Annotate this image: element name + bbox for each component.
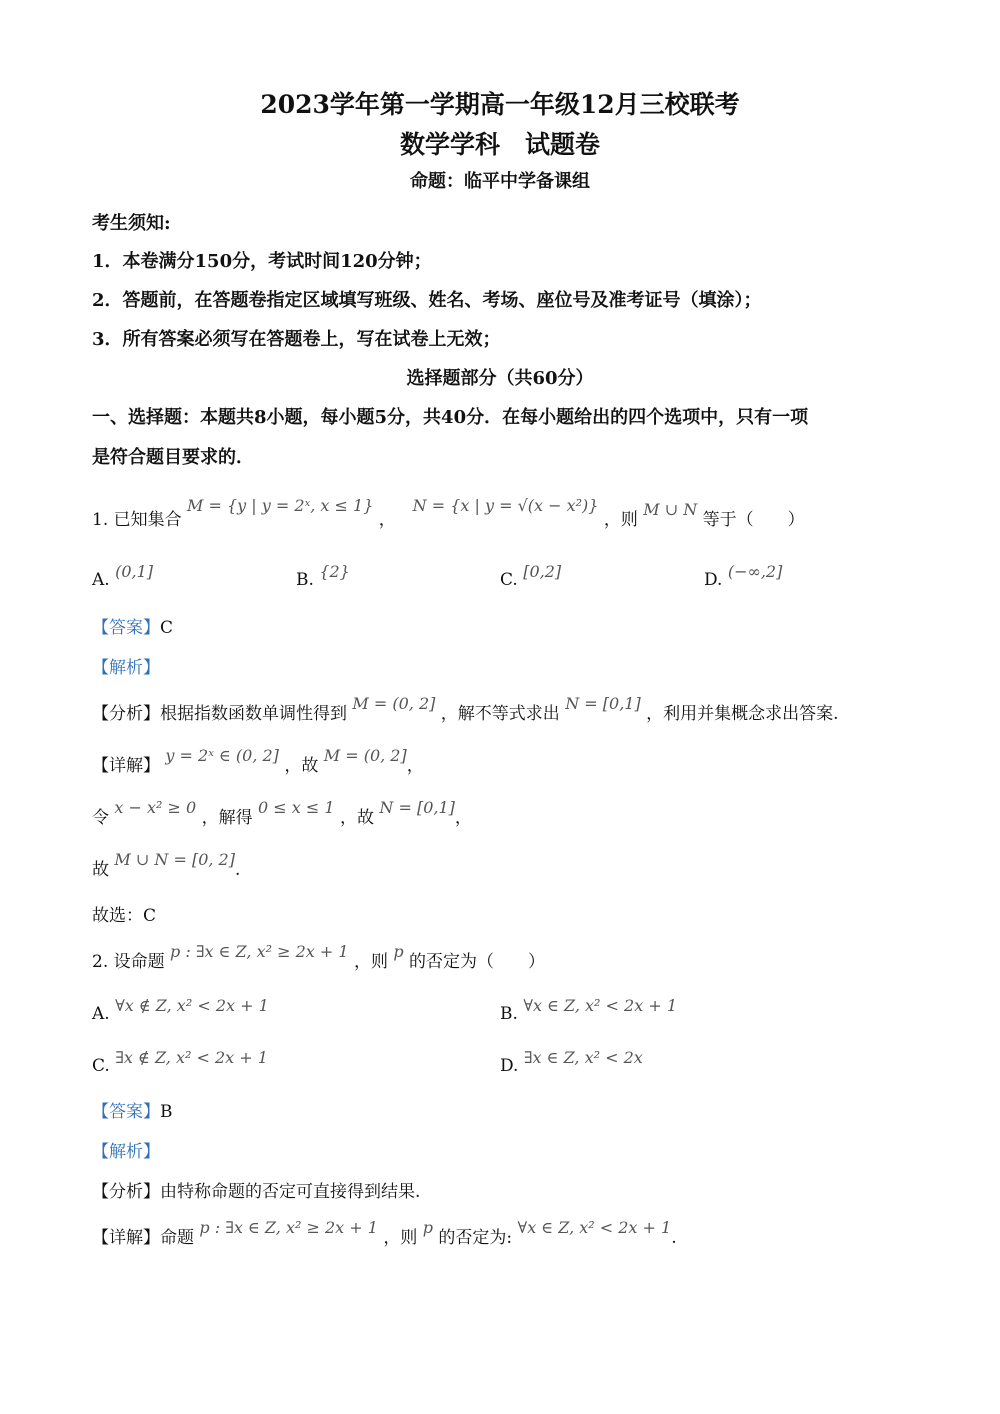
fenxi-text: ，解不等式求出 xyxy=(440,704,560,724)
option-value: ∃x ∈ Z, x² < 2x xyxy=(523,1048,643,1067)
xj-text: ， xyxy=(454,808,472,828)
option-value: ∃x ∉ Z, x² < 2x + 1 xyxy=(115,1048,268,1067)
xj-text: ， xyxy=(406,756,424,776)
exam-author: 命题：临平中学备课组 xyxy=(410,171,590,192)
q1-option-d xyxy=(704,560,783,590)
xj-math: x − x² ≥ 0 xyxy=(114,798,197,817)
q1-suffix: 等于（ ） xyxy=(702,510,805,530)
xiangjie-tag: 【详解】 xyxy=(92,756,160,776)
q1-set-m: M = {y | y = 2ˣ, x ≤ 1} xyxy=(187,496,374,515)
xj-math: M ∪ N = [0, 2] xyxy=(114,850,235,869)
q2-p: p xyxy=(393,942,404,961)
answer-value: C xyxy=(160,618,174,638)
fenxi-text: 由特称命题的否定可直接得到结果. xyxy=(160,1182,421,1202)
q1-xiangjie-1 xyxy=(92,746,424,778)
option-value: {2} xyxy=(319,562,350,581)
xj-text: 命题 xyxy=(160,1228,194,1248)
option-label: B. xyxy=(296,570,314,590)
q2-option-b xyxy=(500,994,677,1024)
fenxi-math-m: M = (0, 2] xyxy=(352,694,436,713)
option-label: A. xyxy=(92,570,110,590)
q2-suffix: 的否定为（ ） xyxy=(409,952,546,972)
q1-comma: ， xyxy=(378,510,396,530)
q2-option-d xyxy=(500,1046,643,1076)
option-value: [0,2] xyxy=(523,562,562,581)
q2-xiangjie xyxy=(92,1218,677,1250)
q2-option-a xyxy=(92,994,269,1024)
notice-item-3: 3．所有答案必须写在答题卷上，写在试卷上无效； xyxy=(92,329,501,350)
fenxi-math-n: N = [0,1] xyxy=(565,694,641,713)
q2-stem xyxy=(92,942,546,974)
exam-subtitle: 数学学科 试题卷 xyxy=(399,130,600,159)
option-label: C. xyxy=(500,570,518,590)
xj-text: 的否定为: xyxy=(438,1228,513,1248)
q1-xiangjie-3 xyxy=(92,850,241,882)
q1-option-a xyxy=(92,560,154,590)
q2-prefix: 2. 设命题 xyxy=(92,952,165,972)
option-value: (−∞,2] xyxy=(727,562,783,581)
answer-tag: 【答案】 xyxy=(92,1102,160,1122)
q1-answer xyxy=(92,616,173,640)
option-label: A. xyxy=(92,1004,110,1024)
xj-text: ，故 xyxy=(284,756,319,776)
xj-text: 令 xyxy=(92,808,109,828)
notice-heading: 考生须知: xyxy=(92,213,171,234)
xj-math: M = (0, 2] xyxy=(323,746,407,765)
fenxi-text: 根据指数函数单调性得到 xyxy=(160,704,347,724)
option-label: B. xyxy=(500,1004,518,1024)
xj-math: y = 2ˣ ∈ (0, 2] xyxy=(165,746,279,765)
q1-option-b xyxy=(296,560,350,590)
xj-math: N = [0,1] xyxy=(379,798,455,817)
notice-item-2: 2．答题前，在答题卷指定区域填写班级、姓名、考场、座位号及准考证号（填涂）； xyxy=(92,290,762,311)
q1-option-c xyxy=(500,560,562,590)
option-value: ∀x ∉ Z, x² < 2x + 1 xyxy=(115,996,269,1015)
section-heading: 选择题部分（共60分） xyxy=(406,368,594,389)
fenxi-text: ，利用并集概念求出答案. xyxy=(646,704,839,724)
xj-text: . xyxy=(671,1228,677,1248)
q1-mid: ，则 xyxy=(603,510,638,530)
xj-text: ，解得 xyxy=(201,808,253,828)
xj-math: p : ∃x ∈ Z, x² ≥ 2x + 1 xyxy=(199,1218,378,1237)
xj-text: . xyxy=(234,860,241,880)
option-label: C. xyxy=(92,1056,110,1076)
section-intro-line-2: 是符合题目要求的． xyxy=(92,447,254,468)
q1-union: M ∪ N xyxy=(643,500,698,519)
q1-set-n: N = {x | y = √(x − x²)} xyxy=(412,496,599,515)
q2-answer xyxy=(92,1100,173,1124)
xj-math: 0 ≤ x ≤ 1 xyxy=(258,798,335,817)
q1-jiexi-tag: 【解析】 xyxy=(92,658,160,678)
section-intro-line-1: 一、选择题：本题共8小题，每小题5分，共40分．在每小题给出的四个选项中，只有一项 xyxy=(92,407,809,428)
fenxi-tag: 【分析】 xyxy=(92,704,160,724)
notice-item-1: 1．本卷满分150分，考试时间120分钟； xyxy=(92,251,432,272)
xj-math: p xyxy=(422,1218,433,1237)
xj-text: ，则 xyxy=(383,1228,418,1248)
xj-text: ，故 xyxy=(339,808,374,828)
answer-value: B xyxy=(160,1102,173,1122)
fenxi-tag: 【分析】 xyxy=(92,1182,160,1202)
xiangjie-tag: 【详解】 xyxy=(92,1228,160,1248)
answer-tag: 【答案】 xyxy=(92,618,160,638)
option-label: D. xyxy=(704,570,723,590)
q1-stem xyxy=(92,496,805,532)
q1-choose: 故选：C xyxy=(92,906,157,926)
q1-prefix: 1. 已知集合 xyxy=(92,510,182,530)
xj-math: ∀x ∈ Z, x² < 2x + 1 xyxy=(517,1218,672,1237)
xj-text: 故 xyxy=(92,860,109,880)
option-label: D. xyxy=(500,1056,519,1076)
q2-mid: ，则 xyxy=(353,952,388,972)
q1-xiangjie-2 xyxy=(92,798,472,830)
option-value: (0,1] xyxy=(115,562,154,581)
q2-prop: p : ∃x ∈ Z, x² ≥ 2x + 1 xyxy=(170,942,349,961)
q2-fenxi xyxy=(92,1180,420,1204)
q2-option-c xyxy=(92,1046,268,1076)
option-value: ∀x ∈ Z, x² < 2x + 1 xyxy=(523,996,677,1015)
q1-fenxi xyxy=(92,694,839,726)
q2-jiexi-tag: 【解析】 xyxy=(92,1142,160,1162)
exam-title: 2023学年第一学期高一年级12月三校联考 xyxy=(260,90,740,119)
